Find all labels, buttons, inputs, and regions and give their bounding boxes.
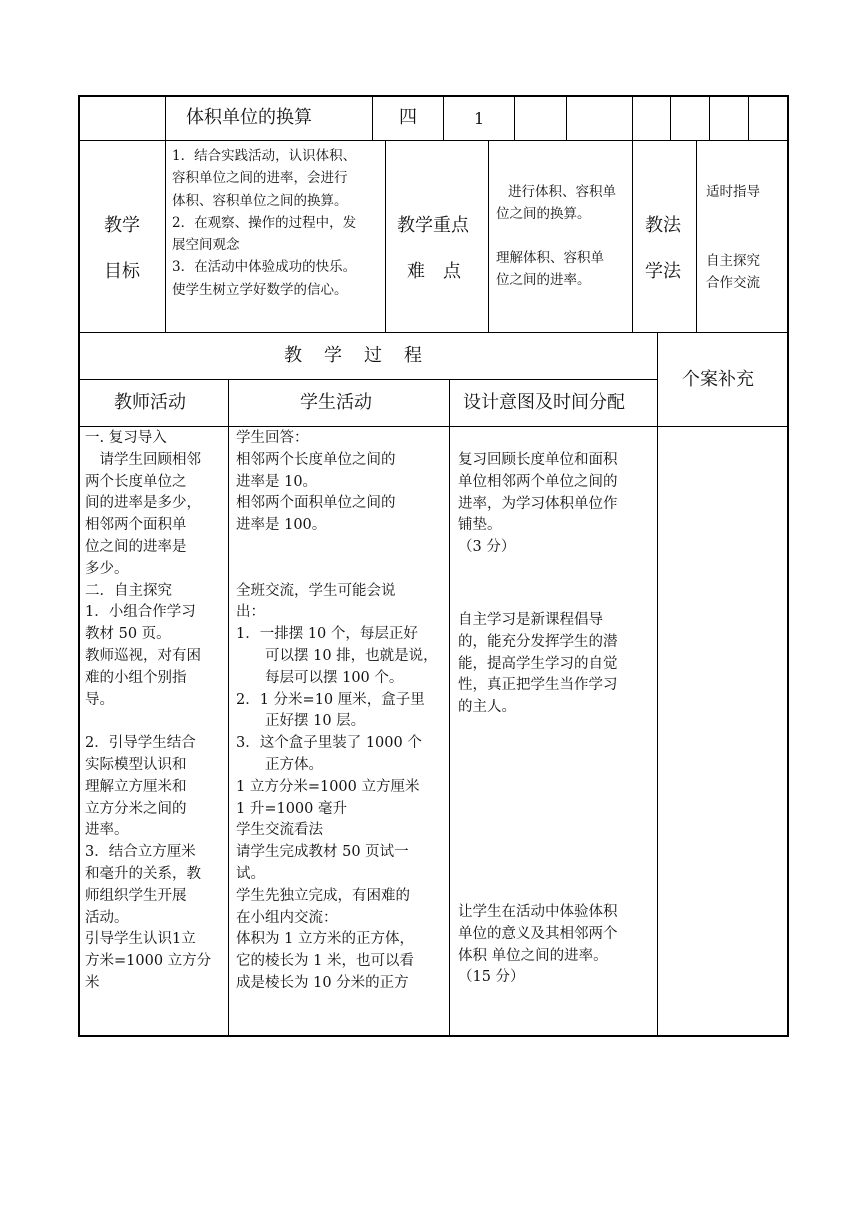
goals-col-line — [632, 140, 633, 333]
goals-col-line — [488, 140, 489, 333]
header-col-line — [670, 95, 671, 141]
teacher-activity-header: 教师活动 — [114, 392, 186, 413]
lesson-number-cell: 1 — [474, 109, 485, 128]
goals-text: 1．结合实践活动，认识体积、 容积单位之间的进率，会进行 体积、容积单位之间的换算。 2．在观察、操作的过程中，发 展空间观念 3．在活动中体验成功的快乐。 使学生树立学好数学的信心。 — [172, 148, 357, 298]
header-col-line — [709, 95, 710, 141]
goals-col-line — [385, 140, 386, 333]
row-divider-3 — [78, 379, 657, 380]
supplement-header: 个案补充 — [682, 369, 754, 390]
header-col-line — [632, 95, 633, 141]
goals-col-line — [696, 140, 697, 333]
grade-cell: 四 — [399, 107, 417, 128]
key-points-label: 教学重点 难 点 — [397, 215, 469, 282]
header-col-line — [372, 95, 373, 141]
table-border-bottom — [78, 1035, 789, 1037]
header-col-line — [748, 95, 749, 141]
process-col-line — [449, 379, 450, 1036]
design-intent-header: 设计意图及时间分配 — [463, 392, 625, 413]
goals-label: 教学 目标 — [104, 215, 140, 282]
goals-col-line — [165, 140, 166, 333]
student-activity-header: 学生活动 — [300, 392, 372, 413]
row-divider-2 — [78, 332, 789, 333]
header-col-line — [443, 95, 444, 141]
lesson-title: 体积单位的换算 — [186, 107, 312, 128]
method-label: 教法 学法 — [645, 215, 681, 282]
design-intent-activity: 让学生在活动中体验体积 单位的意义及其相邻两个 体积 单位之间的进率。 （15 分） — [458, 904, 618, 986]
table-border-right — [787, 95, 789, 1037]
design-intent-explore: 自主学习是新课程倡导 的，能充分发挥学生的潜 能，提高学生学习的自觉 性，真正把学生当作学习 的主人。 — [458, 612, 618, 716]
supplement-col-line — [657, 332, 658, 1036]
row-divider-1 — [78, 140, 789, 141]
header-col-line — [514, 95, 515, 141]
method-learning: 自主探究 合作交流 — [706, 253, 760, 291]
key-points-text: 进行体积、容积单 位之间的换算。 理解体积、容积单 位之间的进率。 — [496, 184, 616, 288]
header-col-line — [566, 95, 567, 141]
row-divider-4 — [78, 426, 789, 427]
teacher-activity-content: 一. 复习导入 请学生回顾相邻 两个长度单位之 间的进率是多少， 相邻两个面积单 位之间的进率是 多少。 二．自主探究 1．小组合作学习 教材 50 页。 教师巡视，对有困 难的小组个别指 导。 2．引导学生结合 实际模型认识和 理解立方厘米和 立方分米之间的 进率。 3．结合立方厘米 和毫升的关系，教 师组织学生开展 活动。 引导学生认识1立 方米=1000 立方分 米 — [85, 430, 212, 991]
student-activity-content: 学生回答： 相邻两个长度单位之间的 进率是 10。 相邻两个面积单位之间的 进率是 100。 全班交流，学生可能会说 出： 1．一排摆 10 个，每层正好 可以摆 10 排，也就是说， 每层可以摆 100 个。 2．1 分米=10 厘米，盒子里 正好摆 10 层。 3．这个盒子里装了 1000 个 正方体。 1 立方分米=1000 立方厘米 1 升=1000 毫升 学生交流看法 请学生完成教材 50 页试一 试。 学生先独立完成，有困难的 在小组内交流： 体积为 1 立方米的正方体， 它的棱长为 1 米，也可以看 成是棱长为 10 分米的正方 — [236, 430, 438, 991]
table-border-top — [78, 95, 789, 97]
method-guidance: 适时指导 — [706, 184, 760, 200]
process-col-line — [228, 379, 229, 1036]
table-border-left — [78, 95, 80, 1037]
header-col-line — [165, 95, 166, 141]
process-title: 教 学 过 程 — [284, 345, 424, 366]
design-intent-review: 复习回顾长度单位和面积 单位相邻两个单位之间的 进率，为学习体积单位作 铺垫。 （3 分） — [458, 452, 618, 556]
